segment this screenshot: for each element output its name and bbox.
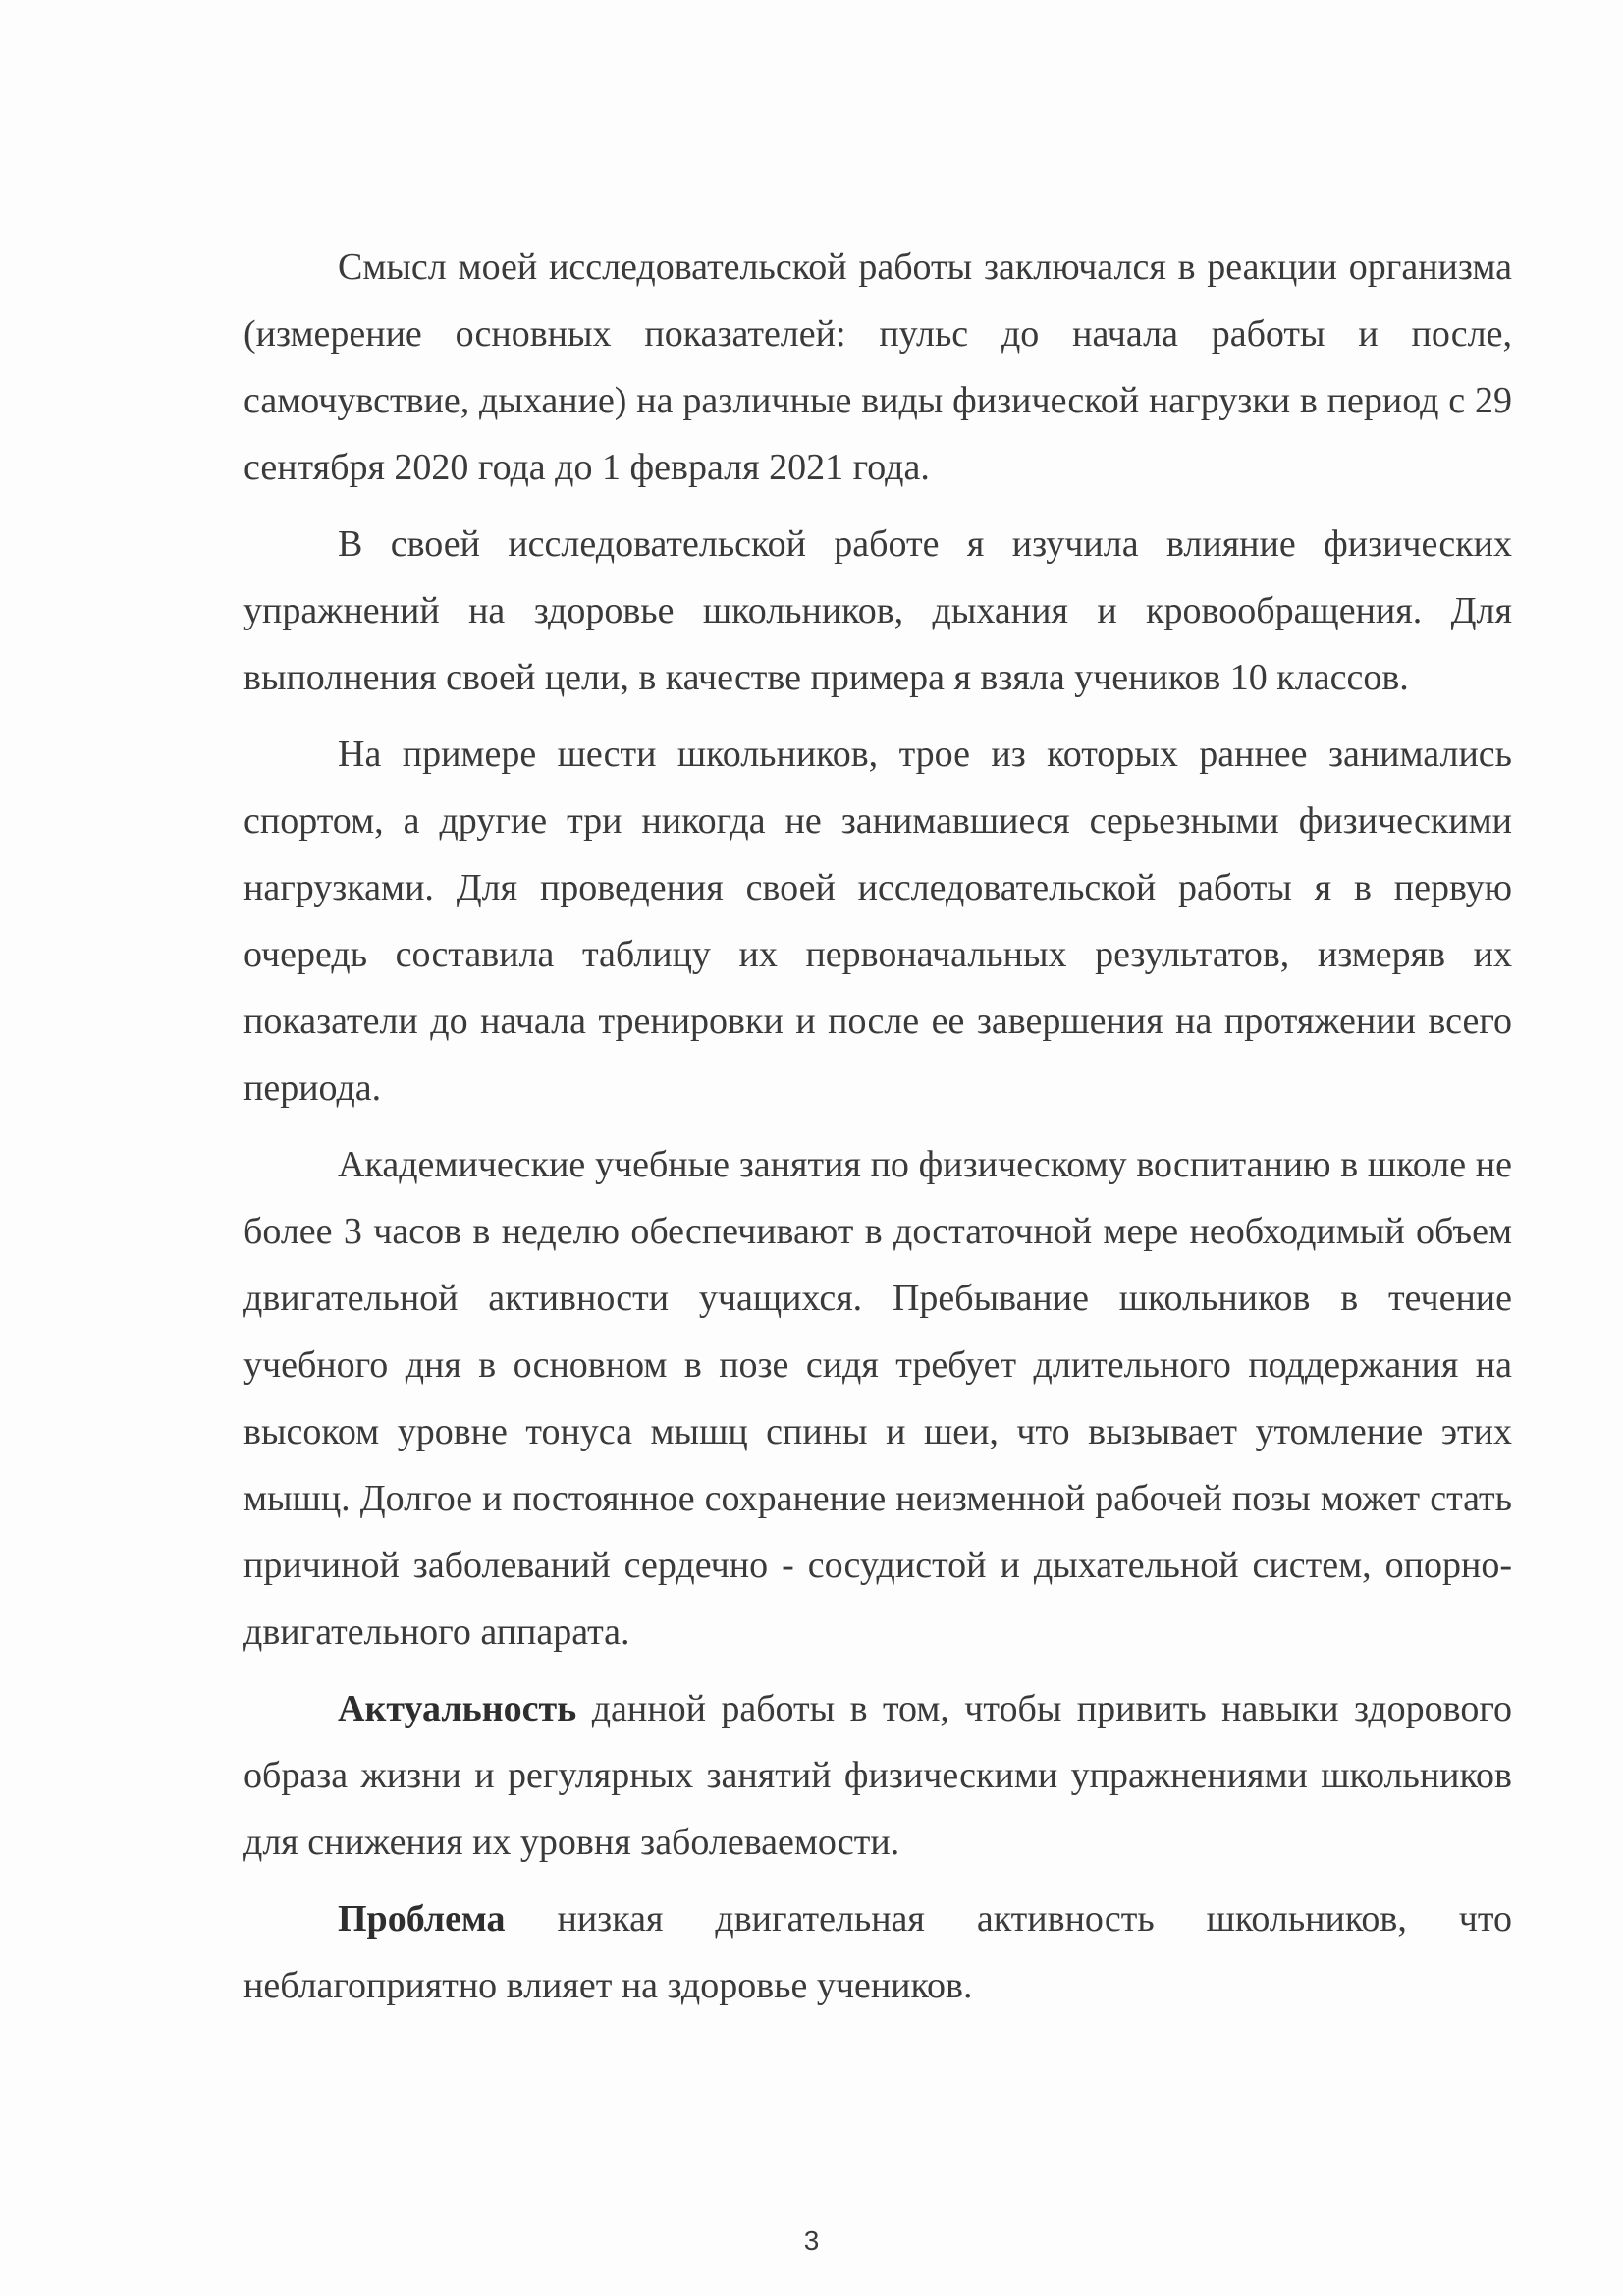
- paragraph-research-meaning: [243, 234, 1512, 501]
- paragraph-problem: [243, 1886, 1512, 2019]
- paragraph-text: На примере шести школьников, трое из которых раннее занимались спортом, а другие три никогда не занимавшиеся серьезными физическими нагрузками. Для проведения своей исследовательской работы я в первую очередь составила таблицу их первоначальных результатов, измеряв их показатели до начала тренировки и после ее завершения на протяжении всего периода.: [243, 734, 1512, 1109]
- paragraph-academic-classes: [243, 1131, 1512, 1666]
- paragraph-text: Смысл моей исследовательской работы заключался в реакции организма (измерение основных показателей: пульс до начала работы и после, самочувствие, дыхание) на различные виды физической нагрузки в период с 29 сентября 2020 года до 1 февраля 2021 года.: [243, 246, 1512, 488]
- relevance-heading: Актуальность: [338, 1688, 577, 1729]
- body-text: [243, 234, 1512, 2029]
- paragraph-text: данной работы в том, чтобы привить навыки здорового образа жизни и регулярных занятий физическими упражнениями школьников для снижения их уровня заболеваемости.: [243, 1688, 1512, 1863]
- paragraph-research-scope: [243, 511, 1512, 711]
- paragraph-text: Академические учебные занятия по физическому воспитанию в школе не более 3 часов в неделю обеспечивают в достаточной мере необходимый объем двигательной активности учащихся. Пребывание школьников в течение учебного дня в основном в позе сидя требует длительного поддержания на высоком уровне тонуса мышц спины и шеи, что вызывает утомление этих мышц. Долгое и постоянное сохранение неизменной рабочей позы может стать причиной заболеваний сердечно - сосудистой и дыхательной систем, опорно-двигательного аппарата.: [243, 1144, 1512, 1653]
- page-number: 3: [803, 2225, 820, 2256]
- paragraph-sample: [243, 721, 1512, 1121]
- paragraph-relevance: [243, 1675, 1512, 1876]
- paragraph-text: низкая двигательная активность школьников, что неблагоприятно влияет на здоровье учеников.: [243, 1898, 1512, 2006]
- problem-heading: Проблема: [338, 1898, 506, 1940]
- paragraph-text: В своей исследовательской работе я изучила влияние физических упражнений на здоровье школьников, дыхания и кровообращения. Для выполнения своей цели, в качестве примера я взяла учеников 10 классов.: [243, 523, 1512, 698]
